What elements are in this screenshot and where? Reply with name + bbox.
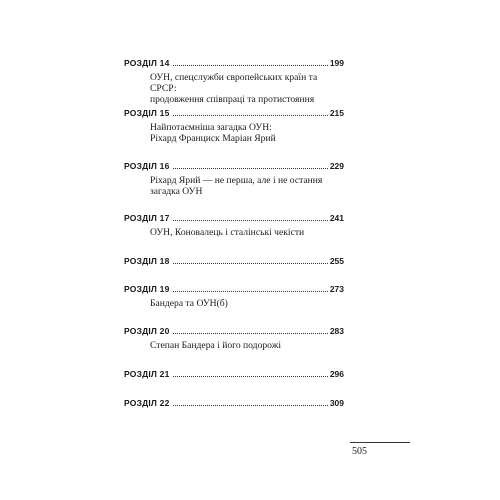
toc-entry-head xyxy=(124,212,344,224)
toc-entry-18 xyxy=(124,255,344,267)
chapter-label: РОЗДІЛ 18 xyxy=(124,256,170,266)
chapter-title-line: загадка ОУН xyxy=(150,186,203,197)
chapter-title-line: ОУН, Коновалець і сталінські чекісти xyxy=(150,227,305,238)
chapter-label: РОЗДІЛ 15 xyxy=(124,108,170,118)
footer-page-number: 505 xyxy=(352,446,367,457)
chapter-title-line: Степан Бандера і його подорожі xyxy=(150,340,282,351)
toc-entry-head xyxy=(124,325,344,337)
chapter-label: РОЗДІЛ 17 xyxy=(124,213,170,223)
page-number: 241 xyxy=(329,213,344,223)
page-number: 309 xyxy=(329,398,344,408)
footer-rule xyxy=(350,442,410,443)
page-number: 273 xyxy=(329,284,344,294)
toc-entry-15 xyxy=(124,107,344,144)
page-number: 199 xyxy=(329,58,344,68)
dot-leader xyxy=(173,333,328,334)
chapter-title xyxy=(150,175,344,197)
toc-entry-head xyxy=(124,368,344,380)
toc-entry-head xyxy=(124,107,344,119)
page-number: 296 xyxy=(329,369,344,379)
toc-entry-head xyxy=(124,160,344,172)
chapter-title-line: продовження співпраці та протистояння xyxy=(150,94,315,105)
toc-entry-22 xyxy=(124,397,344,409)
toc-entry-head xyxy=(124,57,344,69)
dot-leader xyxy=(173,115,328,116)
dot-leader xyxy=(173,291,328,292)
dot-leader xyxy=(173,263,328,264)
toc-entry-20 xyxy=(124,325,344,351)
toc-entry-14 xyxy=(124,57,344,105)
chapter-title xyxy=(150,72,344,105)
chapter-title xyxy=(150,227,344,238)
page-number: 215 xyxy=(329,108,344,118)
page-number: 255 xyxy=(329,256,344,266)
chapter-title xyxy=(150,122,344,144)
chapter-title-line: ОУН, спецслужби європейських країн та СРСР: xyxy=(150,72,318,94)
toc-entry-17 xyxy=(124,212,344,238)
chapter-label: РОЗДІЛ 21 xyxy=(124,369,170,379)
chapter-title xyxy=(150,340,344,351)
page-number: 229 xyxy=(329,161,344,171)
dot-leader xyxy=(173,65,328,66)
dot-leader xyxy=(173,376,328,377)
chapter-label: РОЗДІЛ 14 xyxy=(124,58,170,68)
toc-entry-21 xyxy=(124,368,344,380)
chapter-title-line: Ріхард Ярий — не перша, але і не остання xyxy=(150,175,323,186)
dot-leader xyxy=(173,405,328,406)
toc-entry-19 xyxy=(124,283,344,309)
chapter-title-line: Ріхард Франциск Маріан Ярий xyxy=(150,133,276,144)
page-number: 283 xyxy=(329,326,344,336)
toc-entry-16 xyxy=(124,160,344,197)
toc-entry-head xyxy=(124,283,344,295)
chapter-title-line: Найпотаємніша загадка ОУН: xyxy=(150,122,272,133)
toc-entry-head xyxy=(124,397,344,409)
dot-leader xyxy=(173,220,328,221)
chapter-label: РОЗДІЛ 16 xyxy=(124,161,170,171)
chapter-label: РОЗДІЛ 20 xyxy=(124,326,170,336)
dot-leader xyxy=(173,168,328,169)
chapter-title xyxy=(150,298,344,309)
toc-entry-head xyxy=(124,255,344,267)
chapter-label: РОЗДІЛ 22 xyxy=(124,398,170,408)
chapter-label: РОЗДІЛ 19 xyxy=(124,284,170,294)
chapter-title-line: Бандера та ОУН(б) xyxy=(150,298,228,309)
